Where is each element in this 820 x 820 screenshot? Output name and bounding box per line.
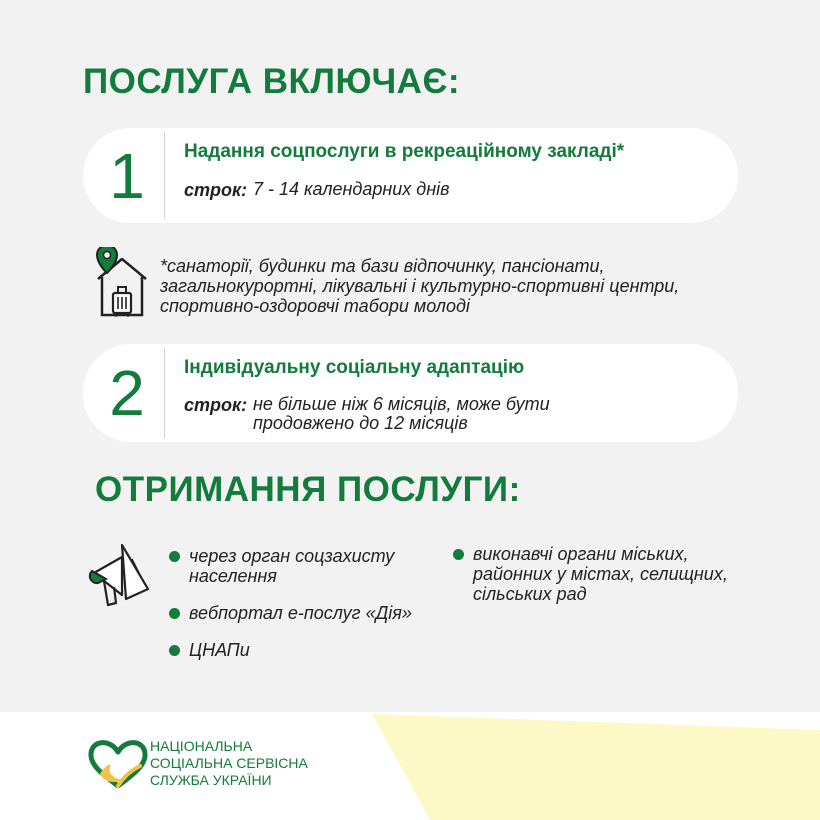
bullet-dot <box>453 549 464 560</box>
term-label: строк: <box>184 180 248 200</box>
term-value: не більше ніж 6 місяців, може бути продовжено до 12 місяців <box>253 394 550 433</box>
service-card-1 <box>83 128 738 223</box>
bullet-dot <box>169 551 180 562</box>
org-name-line: СЛУЖБА УКРАЇНИ <box>150 772 272 788</box>
org-name-line: СОЦІАЛЬНА СЕРВІСНА <box>150 755 308 771</box>
heading-service-includes: ПОСЛУГА ВКЛЮЧАЄ: <box>83 62 461 101</box>
service-title: Надання соцпослуги в рекреаційному закладі* <box>184 141 625 162</box>
card-divider <box>164 348 165 438</box>
org-name-line: НАЦІОНАЛЬНА <box>150 738 253 754</box>
channel-text: вебпортал е-послуг «Дія» <box>189 603 412 623</box>
org-name <box>150 738 308 789</box>
list-item <box>168 640 443 660</box>
heart-logo-icon <box>88 738 148 788</box>
service-term <box>184 180 450 201</box>
term-label: строк: <box>184 395 248 415</box>
service-number: 2 <box>109 357 145 429</box>
channel-text: ЦНАПи <box>189 640 250 660</box>
list-item <box>452 544 752 604</box>
bullet-dot <box>169 608 180 619</box>
channels-list-left <box>168 546 443 677</box>
service-term <box>184 395 613 433</box>
heading-obtaining-service: ОТРИМАННЯ ПОСЛУГИ: <box>95 470 521 509</box>
channels-list-right <box>452 544 752 604</box>
list-item <box>168 603 443 623</box>
footnote-text: *санаторії, будинки та бази відпочинку, пансіонати, загальнокурортні, лікувальні і культурно-спортивні центри, спортивно-оздоровчі табори молоді <box>160 256 680 316</box>
house-location-suitcase-icon <box>92 247 152 319</box>
bullet-dot <box>169 645 180 656</box>
megaphone-icon <box>86 537 152 609</box>
channel-text: виконавчі органи міських, районних у містах, селищних, сільських рад <box>473 544 728 604</box>
list-item <box>168 546 443 586</box>
service-number: 1 <box>109 139 145 212</box>
service-card-2 <box>83 344 738 442</box>
card-divider <box>164 132 165 219</box>
channel-text: через орган соцзахисту населення <box>189 546 395 586</box>
service-title: Індивідуальну соціальну адаптацію <box>184 357 525 378</box>
term-value: 7 - 14 календарних днів <box>253 179 450 199</box>
